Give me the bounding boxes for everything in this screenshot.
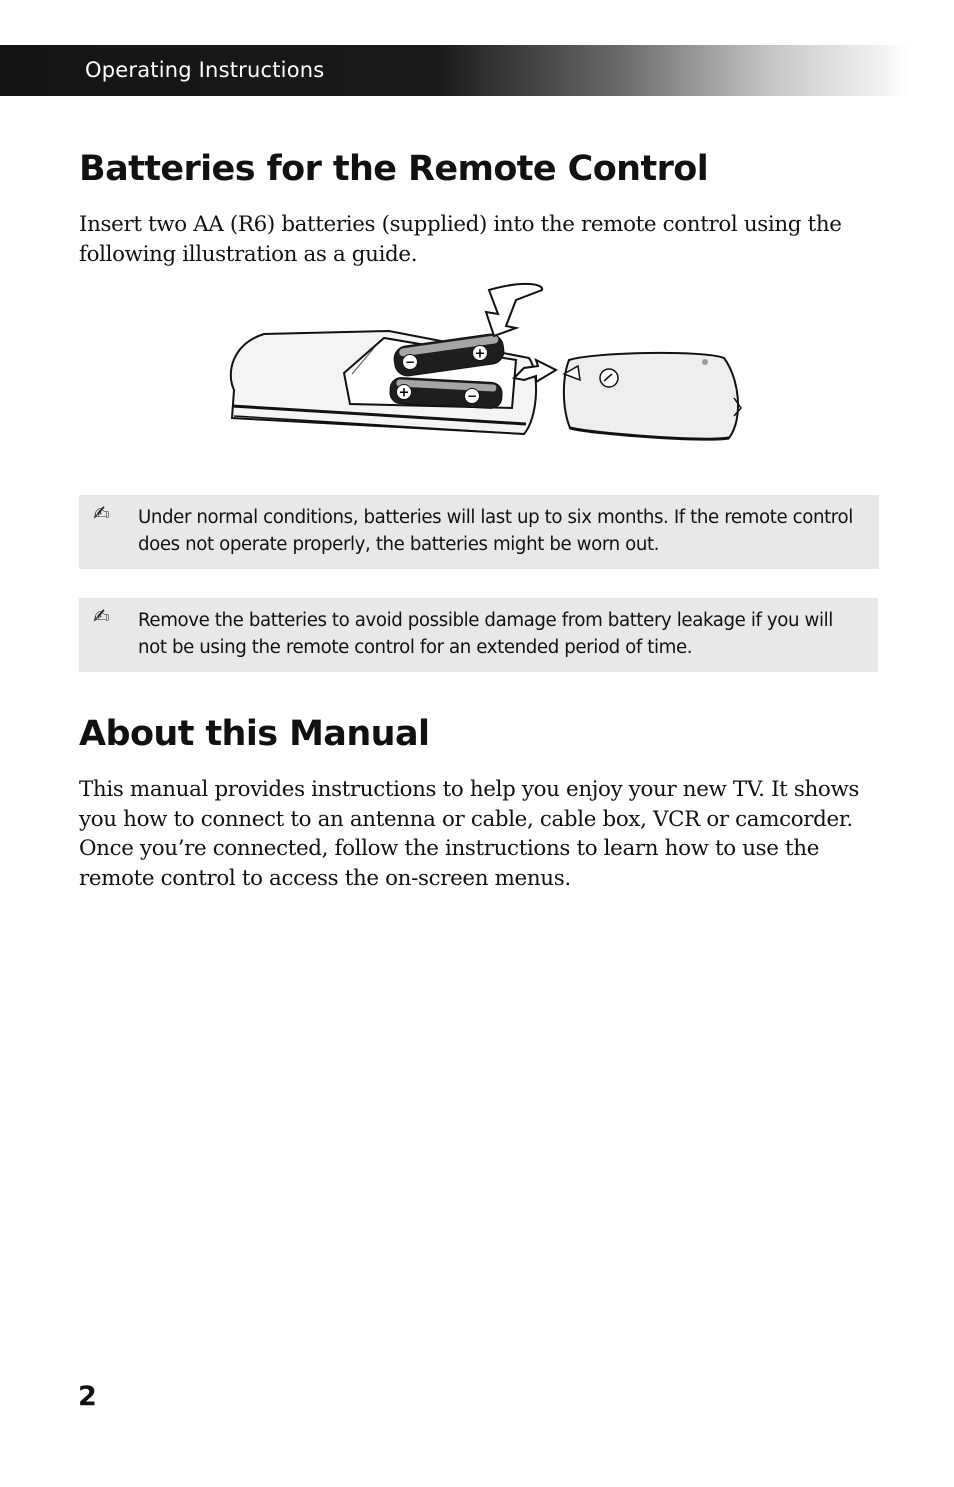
svg-text:−: − bbox=[404, 355, 416, 369]
insert-arrow-icon bbox=[486, 284, 542, 336]
manual-body: This manual provides instructions to help you enjoy your new TV. It shows you how to connect to an antenna or cable, cable box, VCR or camcorder. Once you’re connected, follow the instructions to learn how to use the remote control to access the on-screen menus. bbox=[79, 777, 860, 891]
note-battery-leakage bbox=[79, 598, 878, 672]
note-text: Remove the batteries to avoid possible damage from battery leakage if you will not be using the remote control for an extended period of time. bbox=[138, 610, 833, 658]
svg-text:+: + bbox=[474, 346, 486, 362]
battery-cover bbox=[564, 353, 741, 439]
svg-text:−: − bbox=[466, 389, 478, 403]
header-bar bbox=[0, 45, 912, 96]
page-number: 2 bbox=[78, 1381, 97, 1412]
svg-text:+: + bbox=[398, 385, 410, 401]
batteries-intro: Insert two AA (R6) batteries (supplied) into the remote control using the following illustration as a guide. bbox=[79, 212, 842, 267]
note-text: Under normal conditions, batteries will last up to six months. If the remote control does not operate properly, the batteries might be worn out. bbox=[138, 507, 853, 555]
section-label: Operating Instructions bbox=[85, 58, 325, 82]
pen-note-icon: ✍ bbox=[93, 501, 110, 525]
manual-heading: About this Manual bbox=[79, 714, 430, 754]
pen-note-icon: ✍ bbox=[93, 604, 110, 628]
remote-battery-insertion-illustration bbox=[224, 278, 748, 450]
battery-bottom bbox=[389, 377, 502, 409]
note-battery-life bbox=[79, 495, 879, 569]
batteries-heading: Batteries for the Remote Control bbox=[79, 149, 709, 189]
